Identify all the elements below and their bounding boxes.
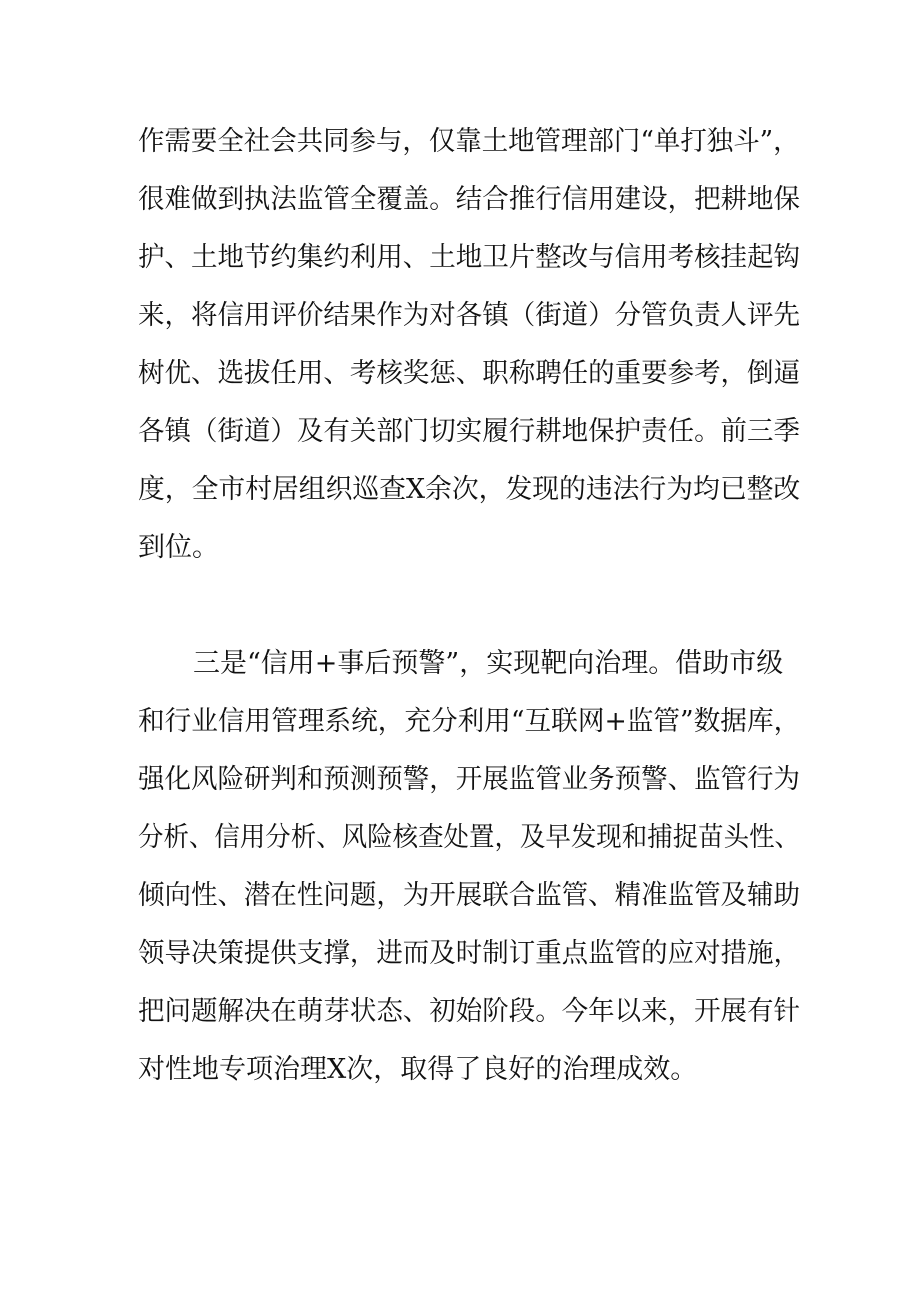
text-line: 强化风险研判和预测预警，开展监管业务预警、监管行为 — [138, 764, 800, 795]
text-line: 和行业信用管理系统，充分利用“互联网+监管”数据库， — [138, 706, 801, 737]
text-line: 把问题解决在萌芽状态、初始阶段。今年以来，开展有针 — [138, 996, 800, 1027]
text-line: 度，全市村居组织巡查X余次，发现的违法行为均已整改 — [138, 474, 801, 505]
text-line: 作需要全社会共同参与，仅靠土地管理部门“单打独斗”， — [138, 126, 800, 157]
text-line: 领导决策提供支撑，进而及时制订重点监管的应对措施， — [138, 938, 800, 969]
text-line: 很难做到执法监管全覆盖。结合推行信用建设，把耕地保 — [138, 184, 800, 215]
text-line: 各镇（街道）及有关部门切实履行耕地保护责任。前三季 — [138, 416, 800, 447]
text-line: 树优、选拔任用、考核奖惩、职称聘任的重要参考，倒逼 — [138, 358, 800, 389]
text-line: 倾向性、潜在性问题，为开展联合监管、精准监管及辅助 — [138, 880, 800, 911]
text-line: 三是“信用+事后预警”，实现靶向治理。借助市级 — [193, 648, 784, 679]
text-line: 来，将信用评价结果作为对各镇（街道）分管负责人评先 — [138, 300, 800, 331]
text-line: 到位。 — [138, 532, 219, 563]
text-line: 分析、信用分析、风险核查处置，及早发现和捕捉苗头性、 — [138, 822, 800, 853]
text-line: 对性地专项治理X次，取得了良好的治理成效。 — [138, 1054, 698, 1085]
text-line: 护、土地节约集约利用、土地卫片整改与信用考核挂起钩 — [138, 242, 800, 273]
